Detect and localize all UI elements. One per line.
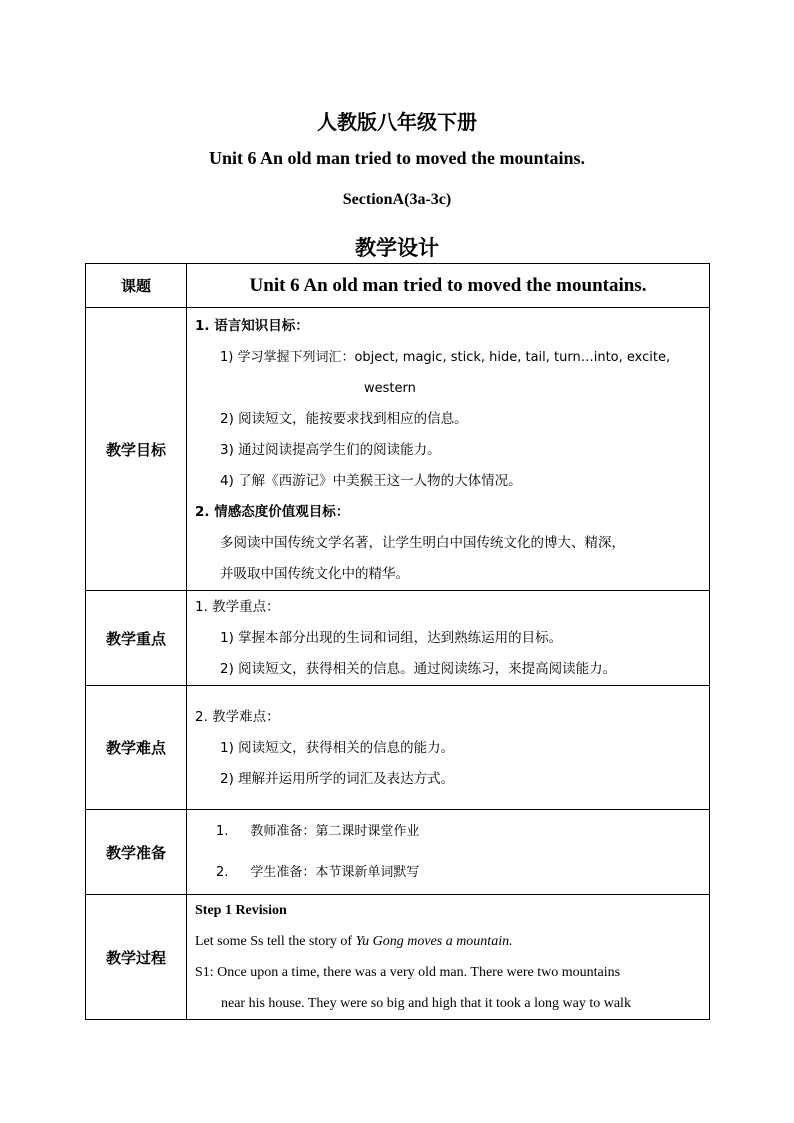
key-points-label: 教学重点 [86, 591, 187, 686]
goal-1-item-1: 1) 学习掌握下列词汇：object, magic, stick, hide, tail, turn…into, excite, [220, 350, 671, 365]
goals-label: 教学目标 [86, 308, 187, 591]
difficulty-heading: 2. 教学难点： [195, 709, 280, 725]
process-step-heading: Step 1 Revision [195, 903, 287, 918]
document-title: 人教版八年级下册 [317, 110, 477, 134]
goal-1-item-3: 3) 通过阅读提高学生们的阅读能力。 [220, 442, 441, 458]
section-title: SectionA(3a-3c) [342, 191, 452, 208]
topic-value: Unit 6 An old man tried to moved the mountains. [187, 264, 710, 308]
design-heading: 教学设计 [355, 236, 439, 260]
preparation-item-1-text: 教师准备：第二课时课堂作业 [250, 824, 420, 839]
topic-label: 课题 [86, 264, 187, 308]
key-points-content [187, 591, 710, 686]
preparation-row [86, 810, 710, 895]
process-line-1-text: Let some Ss tell the story of [195, 934, 356, 949]
preparation-item-2-text: 学生准备：本节课新单词默写 [250, 865, 420, 880]
process-line-2: S1: Once upon a time, there was a very old man. There were two mountains [195, 965, 621, 980]
goals-row [86, 308, 710, 591]
preparation-item-1 [187, 817, 709, 857]
unit-title: Unit 6 An old man tried to moved the mountains. [208, 148, 586, 168]
goal-2-paragraph-2: 并吸取中国传统文化中的精华。 [220, 566, 409, 582]
preparation-label: 教学准备 [86, 810, 187, 895]
difficulty-item-1: 1) 阅读短文，获得相关的信息的能力。 [220, 740, 455, 756]
goal-1-item-2: 2) 阅读短文，能按要求找到相应的信息。 [220, 411, 468, 427]
preparation-item-2 [187, 857, 709, 888]
goal-1-item-4: 4) 了解《西游记》中美猴王这一人物的大体情况。 [220, 473, 522, 489]
goal-1-item-1-continued: western [364, 381, 416, 396]
key-points-row [86, 591, 710, 686]
process-line-3: near his house. They were so big and high that it took a long way to walk [221, 996, 631, 1011]
process-label: 教学过程 [86, 895, 187, 1020]
goal-1-heading: 1. 语言知识目标： [195, 318, 309, 334]
process-row [86, 895, 710, 1020]
topic-row [86, 264, 710, 308]
process-content [187, 895, 710, 1020]
preparation-item-1-number: 1. [216, 824, 229, 839]
preparation-content [187, 810, 710, 895]
difficulty-label: 教学难点 [86, 686, 187, 810]
process-line-1 [187, 926, 709, 957]
difficulty-content [187, 686, 710, 810]
preparation-item-2-number: 2. [216, 865, 229, 880]
lesson-plan-table [85, 263, 710, 1020]
difficulty-item-2: 2) 理解并运用所学的词汇及表达方式。 [220, 771, 455, 787]
key-points-item-1: 1) 掌握本部分出现的生词和词组，达到熟练运用的目标。 [220, 630, 563, 646]
goals-content [187, 308, 710, 591]
difficulty-row [86, 686, 710, 810]
key-points-heading: 1. 教学重点： [195, 599, 280, 615]
goal-2-heading: 2. 情感态度价值观目标： [195, 504, 350, 520]
story-title: Yu Gong moves a mountain. [355, 934, 513, 949]
goal-2-paragraph-1: 多阅读中国传统文学名著，让学生明白中国传统文化的博大、精深， [220, 535, 625, 551]
key-points-item-2: 2) 阅读短文，获得相关的信息。通过阅读练习，来提高阅读能力。 [220, 661, 617, 677]
